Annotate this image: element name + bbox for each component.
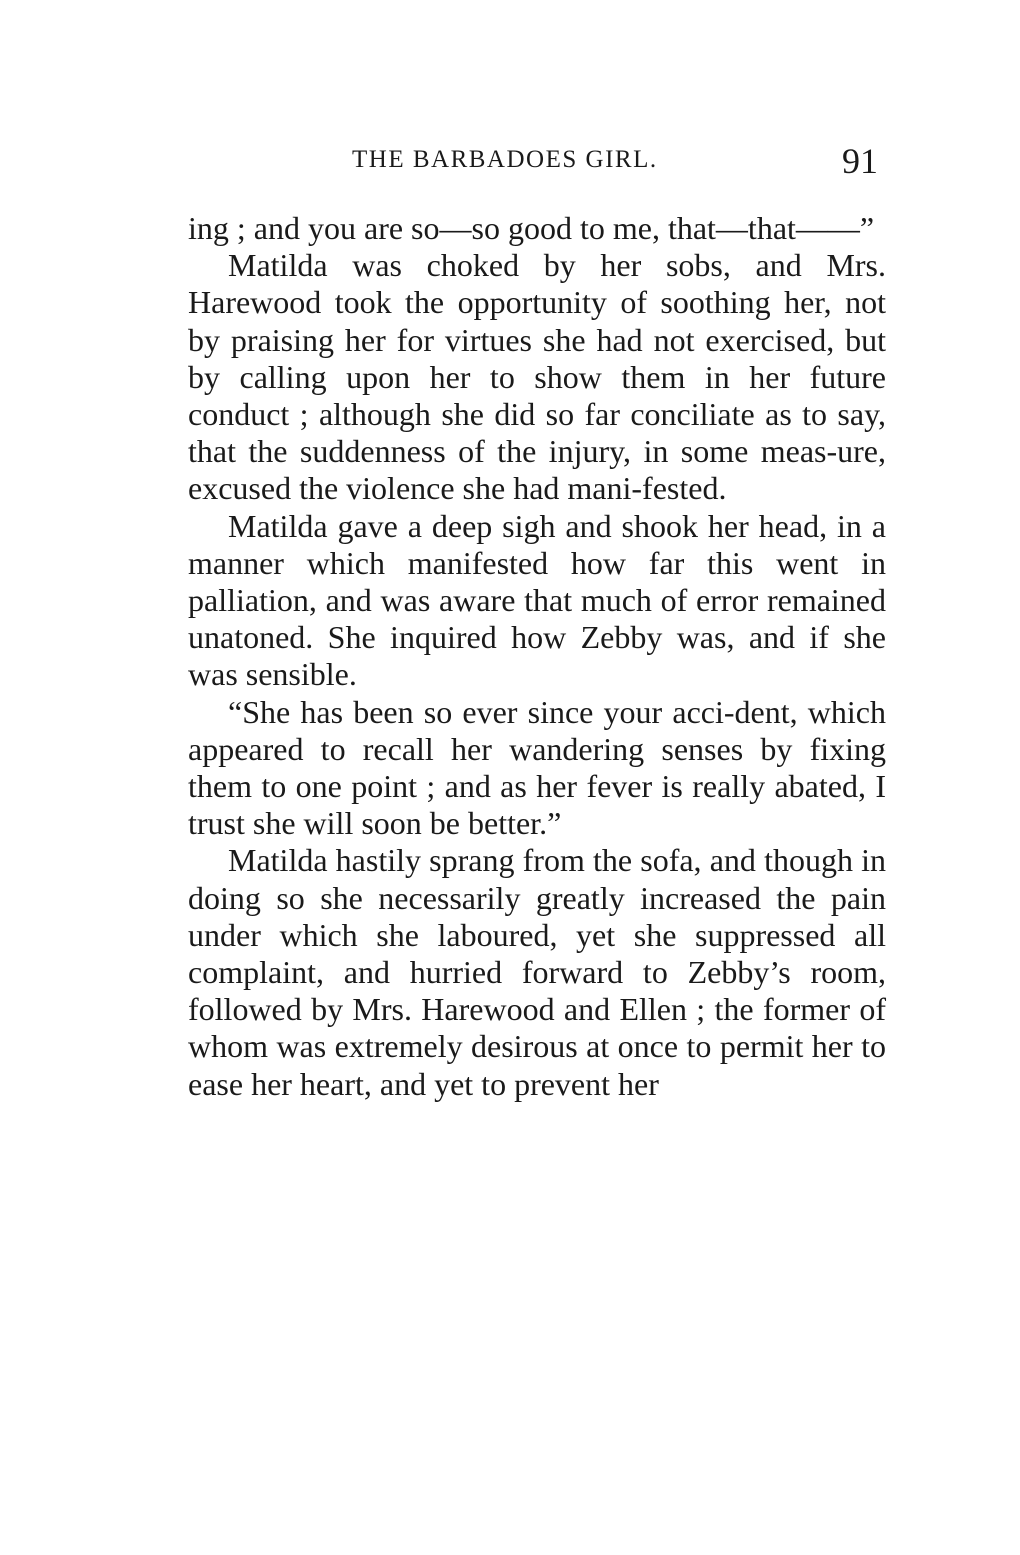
body-text xyxy=(188,210,886,1103)
paragraph: Matilda was choked by her sobs, and Mrs. Harewood took the opportunity of soothing her, not by praising her for virtues she had not exercised, but by calling upon her to show them in her future conduct ; although she did so far conciliate as to say, that the suddenness of the injury, in some meas-ure, excused the violence she had mani-fested. xyxy=(188,247,886,507)
paragraph: Matilda gave a deep sigh and shook her head, in a manner which manifested how far this went in palliation, and was aware that much of error remained unatoned. She inquired how Zebby was, and if she was sensible. xyxy=(188,507,886,693)
paragraph-continuation: ing ; and you are so—so good to me, that—that——” xyxy=(188,210,875,246)
paragraph: Matilda hastily sprang from the sofa, and though in doing so she necessarily greatly increased the pain under which she laboured, yet she suppressed all complaint, and hurried forward to Zebby’s room, followed by Mrs. Harewood and Ellen ; the former of whom was extremely desirous at once to permit her to ease her heart, and yet to prevent her xyxy=(188,842,886,1102)
page-number: 91 xyxy=(842,141,878,181)
paragraph: “She has been so ever since your acci-dent, which appeared to recall her wandering senses by fixing them to one point ; and as her fever is really abated, I trust she will soon be better.” xyxy=(188,693,886,842)
running-head: THE BARBADOES GIRL. xyxy=(352,146,658,173)
